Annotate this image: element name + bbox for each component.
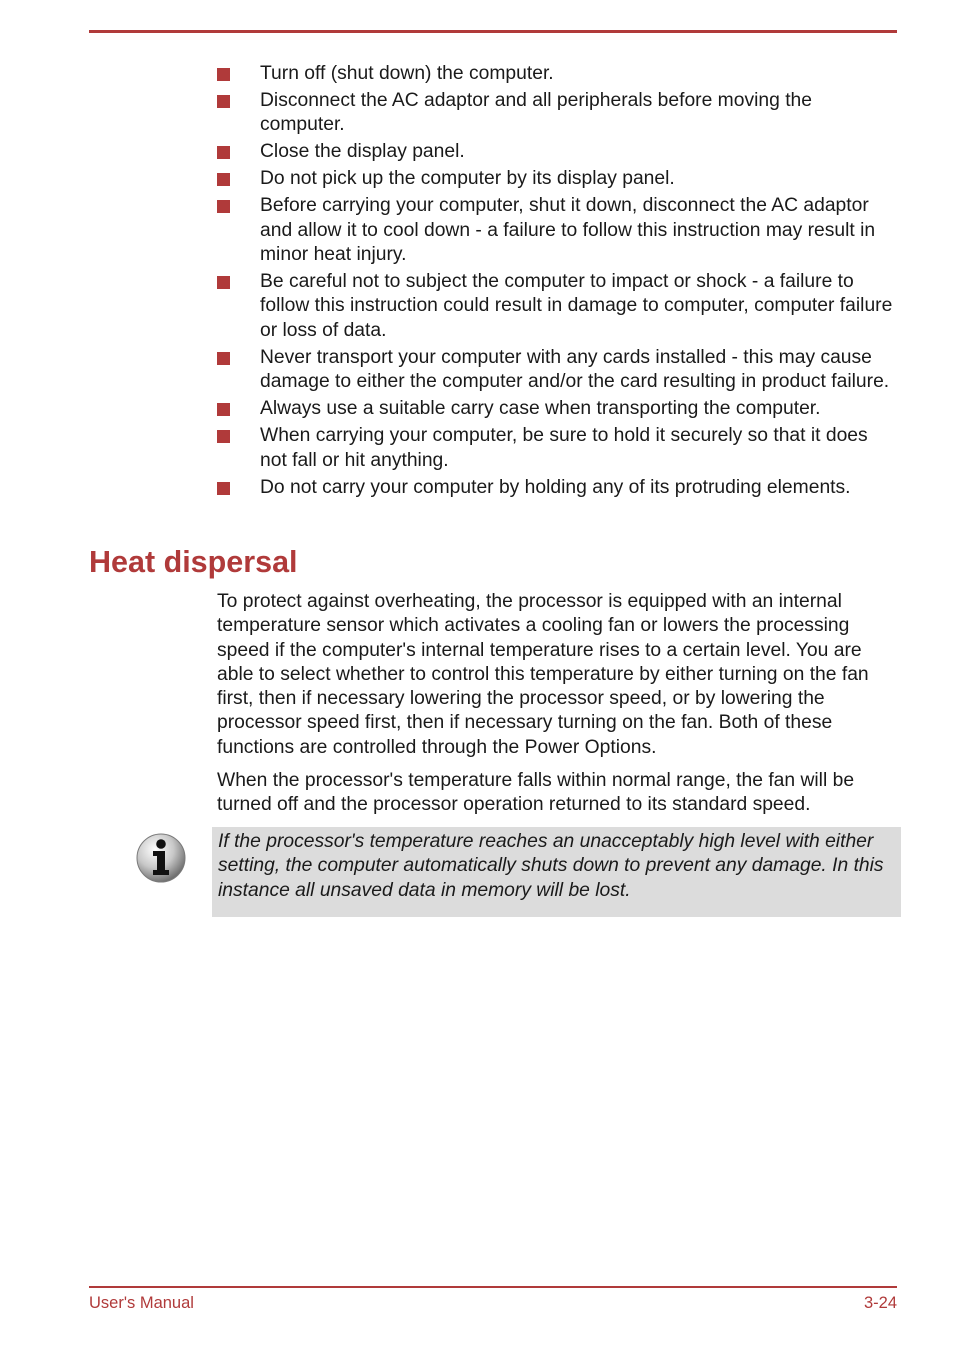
footer-title: User's Manual (89, 1294, 194, 1312)
section-heading: Heat dispersal (89, 545, 298, 579)
body-paragraph: When the processor's temperature falls within normal range, the fan will be turned off and the processor operation returned to its standard speed. (217, 770, 855, 816)
section-body (217, 590, 902, 827)
bullet-text: Do not carry your computer by holding any of its protruding elements. (260, 476, 851, 498)
bullet-marker (217, 173, 230, 186)
info-icon (135, 832, 187, 884)
bullet-marker (217, 403, 230, 416)
list-item (217, 346, 897, 395)
bullet-marker (217, 95, 230, 108)
bullet-text: Do not pick up the computer by its display panel. (260, 168, 675, 190)
bullet-list (217, 62, 897, 502)
note-box (212, 827, 901, 917)
list-item (217, 476, 897, 501)
list-item (217, 194, 897, 268)
list-item (217, 62, 897, 87)
list-item (217, 397, 897, 422)
bullet-marker (217, 276, 230, 289)
list-item (217, 167, 897, 192)
bullet-text: When carrying your computer, be sure to hold it securely so that it does not fall or hit anything. (260, 425, 868, 471)
bullet-text: Disconnect the AC adaptor and all peripherals before moving the computer. (260, 89, 812, 136)
page-number: 3-24 (863, 1294, 897, 1312)
bullet-marker (217, 430, 230, 443)
list-item (217, 140, 897, 165)
bullet-text: Before carrying your computer, shut it down, disconnect the AC adaptor and allow it to cool down - a failure to follow this instruction may result in minor heat injury. (260, 195, 876, 266)
list-item (217, 89, 897, 138)
bullet-text: Close the display panel. (260, 141, 465, 163)
list-item (217, 270, 897, 344)
bullet-marker (217, 352, 230, 365)
bullet-text: Never transport your computer with any cards installed - this may cause damage to either the computer and/or the card resulting in product failure. (260, 346, 890, 393)
bullet-marker (217, 68, 230, 81)
bullet-marker (217, 146, 230, 159)
bullet-marker (217, 482, 230, 495)
bullet-text: Be careful not to subject the computer to impact or shock - a failure to follow this instruction could result in damage to computer, computer failure or loss of data. (260, 270, 893, 341)
note-text: If the processor's temperature reaches an unacceptably high level with either setting, the computer automatically shuts down to prevent any damage. In this instance all unsaved data in memory will be lost. (218, 831, 884, 901)
header-rule (89, 30, 897, 33)
bullet-text: Turn off (shut down) the computer. (260, 63, 554, 84)
footer-rule (89, 1286, 897, 1288)
body-paragraph: To protect against overheating, the processor is equipped with an internal temperature sensor which activates a cooling fan or lowers the processing speed if the computer's internal temperature rises to a certain level. You are able to select whether to control this temperature by either turning on the fan first, then if necessary lowering the processor speed, or by lowering the processor speed first, then if necessary turning on the fan. Both of these functions are controlled through the Power Options. (217, 591, 869, 758)
bullet-marker (217, 200, 230, 213)
bullet-text: Always use a suitable carry case when transporting the computer. (260, 398, 821, 420)
list-item (217, 424, 897, 473)
